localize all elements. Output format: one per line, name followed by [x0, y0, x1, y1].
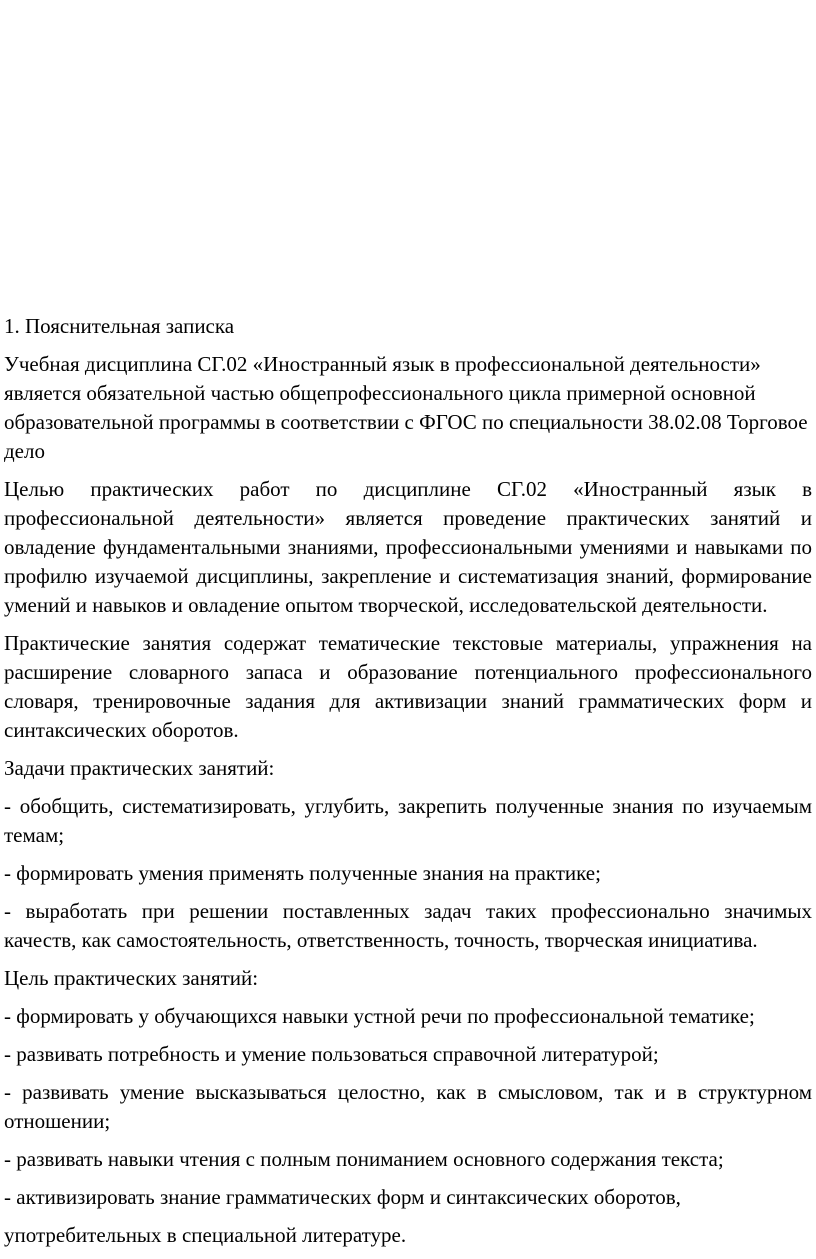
paragraph-practical-lessons-content: Практические занятия содержат тематические текстовые материалы, упражнения на расширение словарного запаса и образование потенциального профессионального словаря, тренировочные задания для активизации знаний грамматических форм и синтаксических оборотов. [4, 631, 812, 742]
heading-explanatory-note: 1. Пояснительная записка [4, 314, 235, 338]
aim-item-speaking-skills: - формировать у обучающихся навыки устной речи по профессиональной тематике; [4, 1004, 755, 1028]
task-item-professional-qualities: - выработать при решении поставленных задач таких профессионально значимых качеств, как самостоятельность, ответственность, точность, творческая инициатива. [4, 899, 812, 952]
aim-item-reference-literature: - развивать потребность и умение пользоваться справочной литературой; [4, 1042, 659, 1066]
aim-item-coherent-expression: - развивать умение высказываться целостно, как в смысловом, так и в структурном отношении; [4, 1080, 812, 1133]
aims-heading: Цель практических занятий: [4, 966, 259, 990]
aim-item-grammar-activation: - активизировать знание грамматических форм и синтаксических оборотов, [4, 1185, 681, 1209]
aim-item-reading-comprehension: - развивать навыки чтения с полным пониманием основного содержания текста; [4, 1147, 724, 1171]
task-item-generalize-knowledge: - обобщить, систематизировать, углубить, закрепить полученные знания по изучаемым темам; [4, 794, 812, 847]
aim-item-grammar-activation-continued: употребительных в специальной литературе. [4, 1223, 407, 1247]
paragraph-discipline-intro: Учебная дисциплина СГ.02 «Иностранный язык в профессиональной деятельности» является обязательной частью общепрофессионального цикла примерной основной образовательной программы в соответствии с ФГОС по специальности 38.02.08 Торговое дело [4, 352, 808, 463]
paragraph-practical-works-goal: Целью практических работ по дисциплине СГ.02 «Иностранный язык в профессиональной деятельности» является проведение практических занятий и овладение фундаментальными знаниями, профессиональными умениями и навыками по профилю изучаемой дисциплины, закрепление и систематизация знаний, формирование умений и навыков и овладение опытом творческой, исследовательской деятельности. [4, 477, 812, 617]
page-content [4, 312, 812, 1259]
task-item-apply-knowledge: - формировать умения применять полученные знания на практике; [4, 861, 601, 885]
tasks-heading: Задачи практических занятий: [4, 756, 275, 780]
